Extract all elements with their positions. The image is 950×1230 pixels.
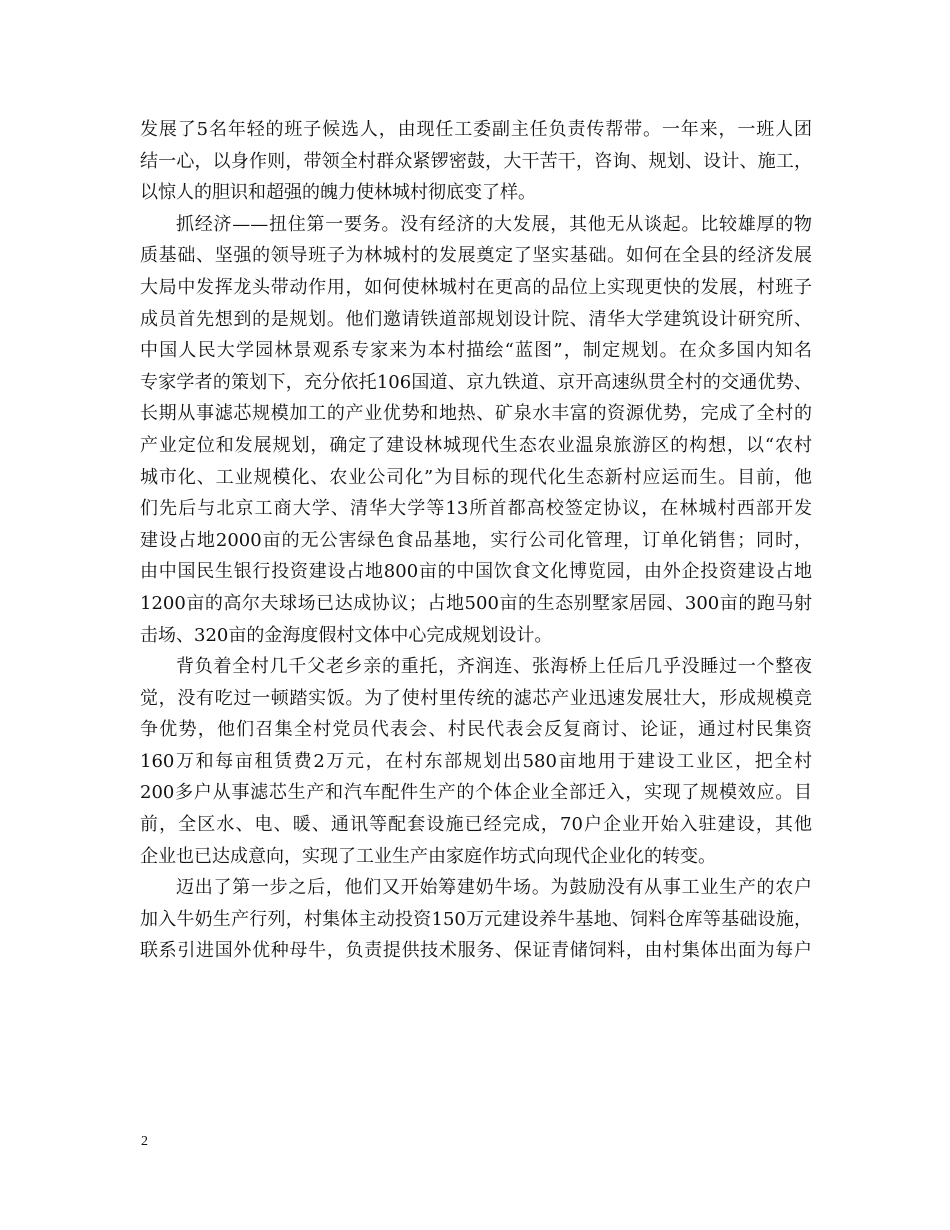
text-line: 建设占地2000亩的无公害绿色食品基地，实行公司化管理，订单化销售；同时， (140, 529, 812, 551)
text-line: 结一心，以身作则，带领全村群众紧锣密鼓，大干苦干，咨询、规划、设计、施工， (140, 150, 812, 172)
text-line: 加入牛奶生产行列，村集体主动投资150万元建设养牛基地、饲料仓库等基础设施， (140, 908, 812, 930)
text-line: 迈出了第一步之后，他们又开始筹建奶牛场。为鼓励没有从事工业生产的农户 (176, 877, 812, 899)
paragraph (140, 651, 812, 872)
text-line: 企业也已达成意向，实现了工业生产由家庭作坊式向现代企业化的转变。 (140, 845, 716, 867)
text-line: 击场、320亩的金海度假村文体中心完成规划设计。 (140, 624, 553, 646)
text-line: 长期从事滤芯规模加工的产业优势和地热、矿泉水丰富的资源优势，完成了全村的 (140, 403, 812, 425)
paragraph (140, 209, 812, 651)
paragraph (140, 114, 812, 209)
text-line: 以惊人的胆识和超强的魄力使林城村彻底变了样。 (140, 182, 536, 204)
text-line: 成员首先想到的是规划。他们邀请铁道部规划设计院、清华大学建筑设计研究所、 (140, 308, 812, 330)
text-line: 抓经济——扭住第一要务。没有经济的大发展，其他无从谈起。比较雄厚的物 (176, 213, 812, 235)
text-line: 背负着全村几千父老乡亲的重托，齐润连、张海桥上任后几乎没睡过一个整夜 (176, 656, 812, 678)
text-line: 1200亩的高尔夫球场已达成协议；占地500亩的生态别墅家居园、300亩的跑马射 (140, 592, 812, 614)
text-line: 160万和每亩租赁费2万元，在村东部规划出580亩地用于建设工业区，把全村 (140, 750, 812, 772)
text-line: 中国人民大学园林景观系专家来为本村描绘“蓝图”，制定规划。在众多国内知名 (140, 340, 812, 362)
text-line: 专家学者的策划下，充分依托106国道、京九铁道、京开高速纵贯全村的交通优势、 (140, 371, 812, 393)
text-line: 联系引进国外优种母牛，负责提供技术服务、保证青储饲料，由村集体出面为每户 (140, 940, 812, 962)
text-line: 发展了5名年轻的班子候选人，由现任工委副主任负责传帮带。一年来，一班人团 (140, 119, 812, 140)
text-line: 200多户从事滤芯生产和汽车配件生产的个体企业全部迁入，实现了规模效应。目 (140, 782, 812, 804)
body-text (140, 114, 812, 967)
text-line: 由中国民生银行投资建设占地800亩的中国饮食文化博览园，由外企投资建设占地 (140, 561, 812, 583)
text-line: 质基础、坚强的领导班子为林城村的发展奠定了坚实基础。如何在全县的经济发展 (140, 245, 812, 267)
text-line: 大局中发挥龙头带动作用，如何使林城村在更高的品位上实现更快的发展，村班子 (140, 276, 812, 298)
text-line: 产业定位和发展规划，确定了建设林城现代生态农业温泉旅游区的构想，以“农村 (140, 434, 812, 456)
text-line: 城市化、工业规模化、农业公司化”为目标的现代化生态新村应运而生。目前，他 (140, 466, 812, 488)
text-line: 觉，没有吃过一顿踏实饭。为了使村里传统的滤芯产业迅速发展壮大，形成规模竞 (140, 687, 812, 709)
paragraph (140, 872, 812, 967)
page-number: 2 (141, 1134, 148, 1149)
text-line: 争优势，他们召集全村党员代表会、村民代表会反复商讨、论证，通过村民集资 (140, 719, 812, 741)
text-line: 们先后与北京工商大学、清华大学等13所首都高校签定协议，在林城村西部开发 (140, 498, 812, 520)
text-line: 前，全区水、电、暖、通讯等配套设施已经完成，70户企业开始入驻建设，其他 (140, 814, 812, 836)
